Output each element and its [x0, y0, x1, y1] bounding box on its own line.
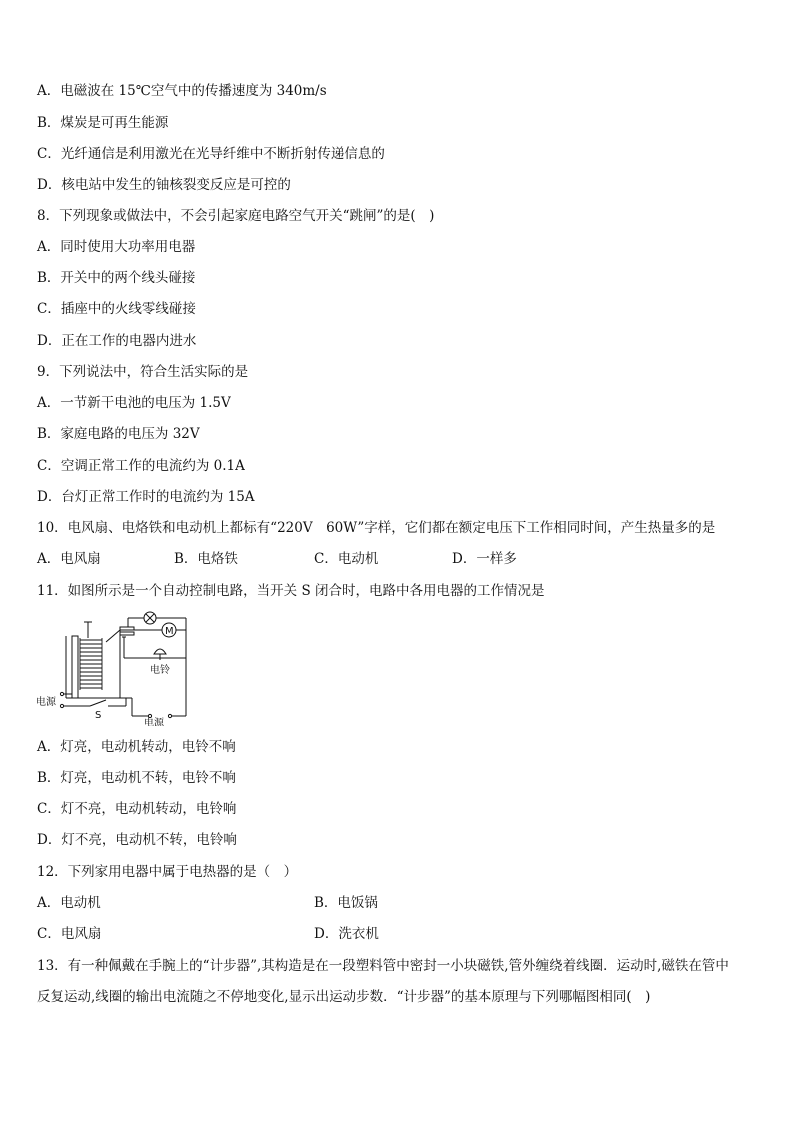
q11-stem: 11．如图所示是一个自动控制电路，当开关 S 闭合时，电路中各用电器的工作情况是 — [37, 583, 545, 599]
q8-option-c: C．插座中的火线零线碰接 — [37, 301, 196, 317]
switch-label: S — [95, 710, 102, 721]
q12-option-b: B．电饭锅 — [314, 895, 378, 911]
power-source-bottom-label: 电源 — [144, 718, 164, 726]
q12-option-d: D．洗衣机 — [314, 926, 379, 942]
q9-option-a: A．一节新干电池的电压为 1.5V — [37, 395, 231, 411]
q8-option-b: B．开关中的两个线头碰接 — [37, 270, 196, 286]
q11-option-c: C．灯不亮，电动机转动，电铃响 — [37, 801, 237, 817]
q12-option-a: A．电动机 — [37, 895, 101, 911]
q7-option-b: B．煤炭是可再生能源 — [37, 115, 169, 131]
q12-option-c: C．电风扇 — [37, 926, 102, 942]
q11-option-d: D．灯不亮，电动机不转，电铃响 — [37, 832, 237, 848]
q10-option-d: D．一样多 — [452, 551, 517, 567]
q9-option-b: B．家庭电路的电压为 32V — [37, 426, 200, 442]
bell-label: 电铃 — [150, 665, 170, 676]
relay-circuit-diagram — [36, 610, 206, 726]
q7-option-d: D．核电站中发生的铀核裂变反应是可控的 — [37, 177, 291, 193]
q10-option-b: B．电烙铁 — [174, 551, 238, 567]
q10-option-c: C．电动机 — [314, 551, 379, 567]
q9-stem: 9．下列说法中，符合生活实际的是 — [37, 364, 249, 380]
q11-option-a: A．灯亮，电动机转动，电铃不响 — [37, 739, 236, 755]
q13-stem-line-2: 反复运动,线圈的输出电流随之不停地变化,显示出运动步数．“计步器”的基本原理与下列哪幅图相同( ) — [37, 989, 651, 1005]
q10-option-a: A．电风扇 — [37, 551, 101, 567]
power-source-left-label: 电源 — [36, 697, 56, 708]
q10-stem: 10．电风扇、电烙铁和电动机上都标有“220V 60W”字样，它们都在额定电压下工作相同时间，产生热量多的是 — [37, 520, 716, 536]
q9-option-d: D．台灯正常工作时的电流约为 15A — [37, 489, 255, 505]
q13-stem-line-1: 13．有一种佩戴在手腕上的“计步器”,其构造是在一段塑料管中密封一小块磁铁,管外缠绕着线圈．运动时,磁铁在管中 — [37, 958, 729, 974]
q7-option-a: A．电磁波在 15℃空气中的传播速度为 340m/s — [37, 83, 327, 99]
q8-option-d: D．正在工作的电器内进水 — [37, 333, 197, 349]
motor-symbol: M — [165, 626, 174, 637]
q9-option-c: C．空调正常工作的电流约为 0.1A — [37, 458, 245, 474]
q12-stem: 12．下列家用电器中属于电热器的是（ ） — [37, 864, 298, 880]
q11-option-b: B．灯亮，电动机不转，电铃不响 — [37, 770, 236, 786]
q8-stem: 8．下列现象或做法中，不会引起家庭电路空气开关“跳闸”的是( ) — [37, 208, 435, 224]
q8-option-a: A．同时使用大功率用电器 — [37, 239, 196, 255]
q7-option-c: C．光纤通信是利用激光在光导纤维中不断折射传递信息的 — [37, 146, 385, 162]
